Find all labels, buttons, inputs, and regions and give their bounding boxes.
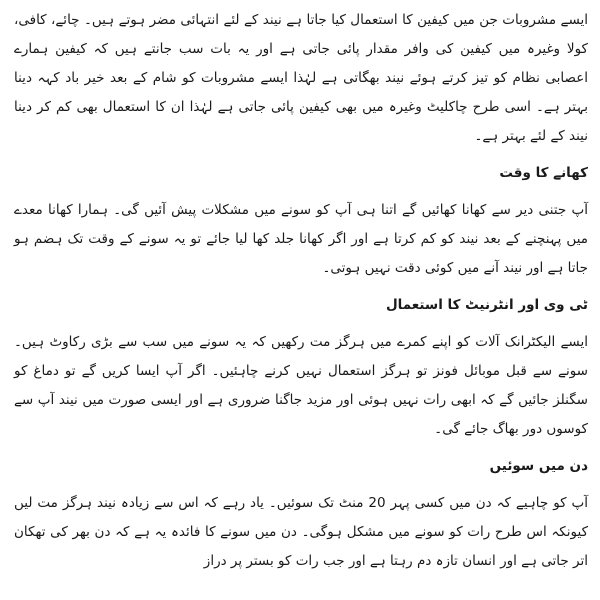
spacer [14,283,588,291]
paragraph-meal-time: آپ جتنی دیر سے کھانا کھائیں گے اتنا ہی آپ کو سونے میں مشکلات پیش آئیں گی۔ ہمارا کھانا معدے میں پہنچنے کے بعد نیند کو کم کرتا ہے اور اگر کھانا جلد کھا لیا جائے تو یہ سونے کے وقت تک ہضم ہو جاتا ہے اور نیند آنے میں کوئی دقت نہیں ہوتی۔ [14,202,588,276]
spacer [14,444,588,452]
heading-tv-internet: ٹی وی اور انٹرنیٹ کا استعمال [385,297,588,313]
spacer [14,481,588,489]
heading-day-sleep: دن میں سوئیں [489,458,588,474]
paragraph-day-sleep: آپ کو چاہیے کہ دن میں کسی پہر 20 منٹ تک سوئیں۔ یاد رہے کہ اس سے زیادہ نیند ہرگز مت لیں کیونکہ اس طرح رات کو سونے میں مشکل ہوگی۔ دن میں سونے کا فائدہ یہ ہے کہ دن بھر کی تھکان اتر جاتی ہے اور انسان تازہ دم رہتا ہے اور جب رات کو بستر پر دراز [14,495,588,569]
heading-meal-time: کھانے کا وقت [499,165,588,181]
paragraph-caffeine: ایسے مشروبات جن میں کیفین کا استعمال کیا جاتا ہے نیند کے لئے انتہائی مضر ہوتے ہیں۔ چائے، کافی، کولا وغیرہ میں کیفین کی وافر مقدار پائی جاتی ہے اور یہ بات سب جانتے ہیں کہ کیفین ہمارے اعصابی نظام کو تیز کرتے ہوئے نیند بھگاتی ہے لہٰذا ایسے مشروبات کو شام کے بعد خیر باد کہہ دینا بہتر ہے۔ اسی طرح چاکلیٹ وغیرہ میں بھی کیفین پائی جاتی ہے لہٰذا ان کا استعمال بھی کم کر دینا نیند کے لئے بہتر ہے۔ [14,12,588,144]
spacer [14,188,588,196]
spacer [14,151,588,159]
spacer [14,320,588,328]
paragraph-tv-internet: ایسے الیکٹرانک آلات کو اپنے کمرے میں ہرگز مت رکھیں کہ یہ سونے میں سب سے بڑی رکاوٹ ہیں۔ سونے سے قبل موبائل فونز تو ہرگز استعمال نہیں کرنے چاہئیں۔ اگر آپ ایسا کریں گے تو دماغ کو سگنلز جائیں گے کہ ابھی رات نہیں ہوئی اور مزید جاگنا ضروری ہے اور ایسی صورت میں نیند آپ سے کوسوں دور بھاگ جائے گی۔ [14,334,588,437]
